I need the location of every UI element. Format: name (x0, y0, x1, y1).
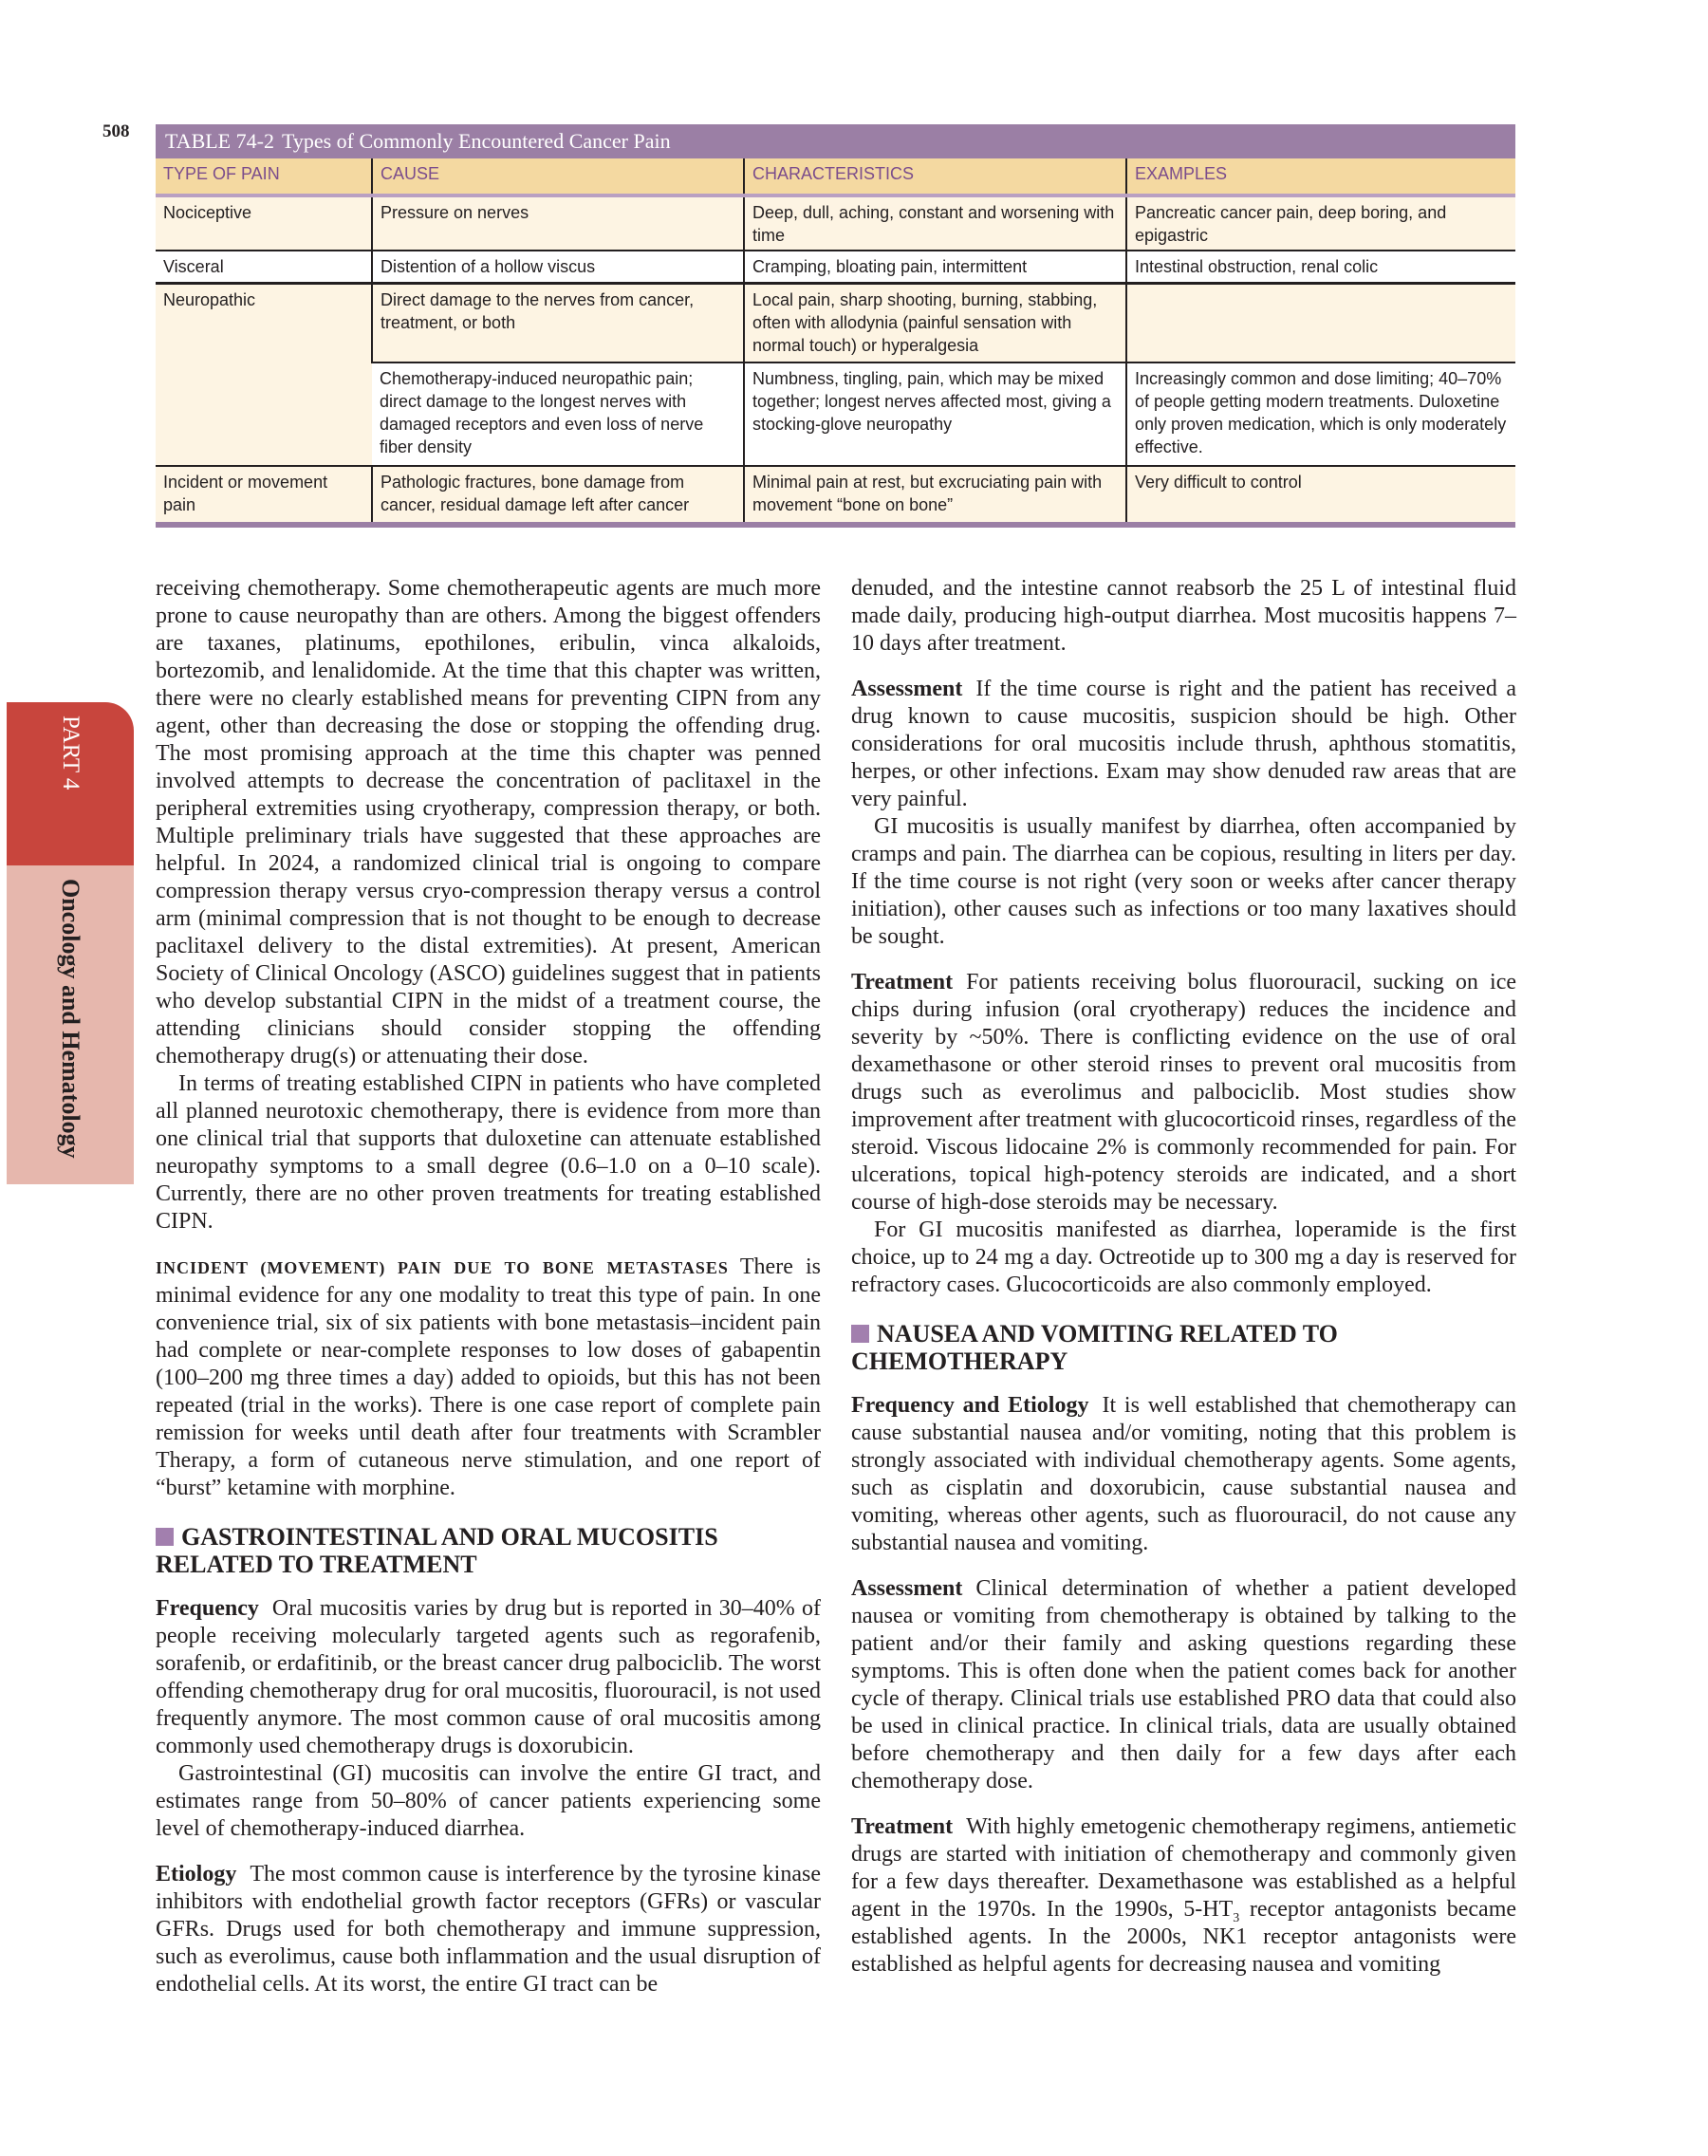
heading-text: NAUSEA AND VOMITING RELATED TO CHEMOTHERAPY (851, 1320, 1338, 1375)
heading-square-icon (156, 1528, 174, 1546)
part-label: PART 4 (58, 716, 84, 790)
paragraph-text: Clinical determination of whether a patient developed nausea or vomiting from chemotherapy is obtained by talking to the patient and/or their family and asking questions regarding these symptoms. This is often done when the patient comes back for another cycle of therapy. Clinical trials use established PRO data that could also be used in clinical practice. In clinical trials, data are usually obtained before chemotherapy and then daily for a few days after each chemotherapy dose. (851, 1576, 1516, 1794)
page-number: 508 (102, 121, 130, 141)
table-row (156, 251, 1515, 283)
cell-characteristics: Local pain, sharp shooting, burning, stabbing, often with allodynia (painful sensation with normal touch) or hyperalgesia (744, 283, 1126, 362)
cell-type: Incident or movement pain (156, 466, 372, 522)
paragraph: For GI mucositis manifested as diarrhea, loperamide is the first choice, up to 24 mg a day. Octreotide up to 300 mg a day is reserved for refractory cases. Glucocorticoids are also commonly employed. (851, 1217, 1516, 1297)
run-in-heading: Frequency and Etiology (851, 1393, 1089, 1418)
paragraph (851, 969, 1516, 1217)
run-in-heading: Treatment (851, 970, 954, 994)
paragraph-text: It is well established that chemotherapy can cause substantial nausea and/or vomiting, noting that this problem is strongly associated with individual chemotherapy agents. Some agents, such as cisplatin and doxorubicin, cause substantial nausea and vomiting, whereas other agents, such as fluorouracil, do not cause any substantial nausea and vomiting. (851, 1393, 1516, 1555)
run-in-heading: Assessment (851, 677, 963, 701)
paragraph-text: Oral mucositis varies by drug but is reported in 30–40% of people receiving molecularly targeted agents such as regorafenib, sorafenib, or erdafitinib, or the breast cancer drug palbociclib. The worst offending chemotherapy drug for oral mucositis, fluorouracil, is not used frequently anymore. The most common cause of oral mucositis among commonly used chemotherapy drugs is doxorubicin. (156, 1596, 821, 1758)
paragraph-text: There is minimal evidence for any one modality to treat this type of pain. In one convenience trial, six of six patients with bone metastasis–incident pain had complete or near-complete responses to low doses of gabapentin (100–200 mg three times a day) added to opioids, but this has not been repeated (trial in the works). There is one case report of complete pain remission for weeks until death after four treatments with Scrambler Therapy, a form of cutaneous nerve stimulation, and one report of “burst” ketamine with morphine. (156, 1255, 821, 1500)
paragraph-text: With highly emetogenic chemotherapy regimens, antiemetic drugs are started with initiation of chemotherapy and commonly given for a few days thereafter. Dexamethasone was established as a helpful agent in the 1970s. In the 1990s, 5-HT (851, 1814, 1516, 1922)
column-header: EXAMPLES (1126, 158, 1515, 195)
cell-cause: Distention of a hollow viscus (372, 251, 744, 283)
table-row (156, 195, 1515, 251)
cell-examples: Very difficult to control (1126, 466, 1515, 522)
paragraph: In terms of treating established CIPN in patients who have completed all planned neurotoxic chemotherapy, there is evidence from more than one clinical trial that supports that duloxetine can attenuate established neuropathy symptoms to a small degree (0.6–1.0 on a 0–10 scale). Currently, there are no other proven treatments for treating established CIPN. (156, 1071, 821, 1234)
heading-text: GASTROINTESTINAL AND ORAL MUCOSITIS RELATED TO TREATMENT (156, 1523, 718, 1578)
cell-cause: Pressure on nerves (372, 195, 744, 251)
run-in-heading: Etiology (156, 1862, 237, 1886)
cell-characteristics: Minimal pain at rest, but excruciating pain with movement “bone on bone” (744, 466, 1126, 522)
paragraph (851, 676, 1516, 813)
cell-characteristics: Numbness, tingling, pain, which may be mixed together; longest nerves affected most, giving a stocking-glove neuropathy (744, 362, 1126, 466)
paragraph-text: The most common cause is interference by the tyrosine kinase inhibitors with endothelial growth factor receptors (GFRs) or vascular GFRs. Drugs used for both chemotherapy and immune suppression, such as everolimus, cause both inflammation and the usual disruption of endothelial cells. At its worst, the entire GI tract can be (156, 1862, 821, 1997)
right-column (851, 575, 1516, 1979)
cancer-pain-table (156, 124, 1515, 528)
subscript: 3 (1233, 1910, 1240, 1925)
part-side-tab (7, 702, 134, 1184)
cell-examples: Pancreatic cancer pain, deep boring, and epigastric (1126, 195, 1515, 251)
paragraph (851, 1575, 1516, 1795)
paragraph: GI mucositis is usually manifest by diarrhea, often accompanied by cramps and pain. The diarrhea can be copious, resulting in liters per day. If the time course is not right (very soon or weeks after cancer therapy initiation), other causes such as infections or too many laxatives should be sought. (851, 814, 1516, 949)
cell-characteristics: Deep, dull, aching, constant and worsening with time (744, 195, 1126, 251)
run-in-heading: Treatment (851, 1814, 954, 1839)
table-row (156, 466, 1515, 522)
paragraph (156, 1254, 821, 1502)
cell-cause: Direct damage to the nerves from cancer, treatment, or both (372, 283, 744, 362)
table-title: Types of Commonly Encountered Cancer Pain (281, 129, 671, 153)
paragraph (851, 1392, 1516, 1557)
paragraph: receiving chemotherapy. Some chemotherapeutic agents are much more prone to cause neuropathy than are others. Among the biggest offenders are taxanes, platinums, epothilones, eribulin, vinca alkaloids, bortezomib, and lenalidomide. At the time that this chapter was written, there were no clearly established means for preventing CIPN from any agent, other than decreasing the dose or stopping the offending drug. The most promising approach at the time this chapter was penned involved attempts to decrease the concentration of paclitaxel in the peripheral extremities using cryotherapy, compression therapy, or both. Multiple preliminary trials have suggested that these approaches are helpful. In 2024, a randomized clinical trial is ongoing to compare compression therapy versus cryo-compression therapy versus a control arm (minimal compression that is not thought to be enough to decrease paclitaxel delivery to the distal extremities). At present, American Society of Clinical Oncology (ASCO) guidelines suggest that in patients who develop substantial CIPN in the midst of a treatment course, the attending clinicians should consider stopping the offending chemotherapy drug(s) or attenuating their dose. (156, 576, 821, 1069)
paragraph-text: For patients receiving bolus fluorouracil, sucking on ice chips during infusion (oral cryotherapy) reduces the incidence and severity by ~50%. There is conflicting evidence on the use of oral dexamethasone or other steroid rinses to prevent oral mucositis from drugs such as everolimus and palbociclib. Most studies show improvement after treatment with glucocorticoid rinses, regardless of the steroid. Viscous lidocaine 2% is commonly recommended for pain. For ulcerations, topical high-potency steroids are indicated, and a short course of high-dose steroids may be necessary. (851, 970, 1516, 1215)
cell-cause: Pathologic fractures, bone damage from cancer, residual damage left after cancer (372, 466, 744, 522)
cell-cause: Chemotherapy-induced neuropathic pain; direct damage to the longest nerves with damaged receptors and even loss of nerve fiber density (372, 362, 744, 466)
table-row (156, 283, 1515, 362)
paragraph (156, 1861, 821, 1998)
run-in-heading: Frequency (156, 1596, 259, 1621)
column-header: CAUSE (372, 158, 744, 195)
column-header: CHARACTERISTICS (744, 158, 1126, 195)
cell-examples: Intestinal obstruction, renal colic (1126, 251, 1515, 283)
section-heading (851, 1320, 1516, 1375)
cell-type: Neuropathic (156, 283, 372, 466)
run-in-heading: Assessment (851, 1576, 963, 1601)
run-in-heading: INCIDENT (MOVEMENT) PAIN DUE TO BONE METASTASES (156, 1258, 729, 1277)
paragraph-text: If the time course is right and the patient has received a drug known to cause mucositis, suspicion should be high. Other considerations for oral mucositis include thrush, aphthous stomatitis, herpes, or other infections. Exam may show denuded raw areas that are very painful. (851, 677, 1516, 811)
paragraph-text: receptor antagonists became established agents. In the 2000s, NK1 receptor antagonists were established as helpful agents for decreasing nausea and vomiting (851, 1897, 1517, 1977)
column-header: TYPE OF PAIN (156, 158, 372, 195)
cell-type: Nociceptive (156, 195, 372, 251)
heading-square-icon (851, 1325, 869, 1343)
part-label-block (7, 702, 134, 865)
paragraph: Gastrointestinal (GI) mucositis can involve the entire GI tract, and estimates range from 50–80% of cancer patients experiencing some level of chemotherapy-induced diarrhea. (156, 1761, 821, 1841)
cell-examples: Increasingly common and dose limiting; 40–70% of people getting modern treatments. Duloxetine only proven medication, which is only moderately effective. (1126, 362, 1515, 466)
table-label: TABLE 74-2 (165, 129, 274, 153)
paragraph: denuded, and the intestine cannot reabsorb the 25 L of intestinal fluid made daily, producing high-output diarrhea. Most mucositis happens 7–10 days after treatment. (851, 576, 1516, 656)
left-column (156, 575, 821, 1998)
table-header-row (156, 158, 1515, 195)
paragraph (156, 1595, 821, 1760)
section-label: Oncology and Hematology (57, 879, 84, 1159)
cell-type: Visceral (156, 251, 372, 283)
table-title-bar (156, 124, 1515, 158)
section-label-block (7, 865, 134, 1184)
paragraph (851, 1813, 1516, 1979)
cell-characteristics: Cramping, bloating pain, intermittent (744, 251, 1126, 283)
section-heading (156, 1523, 821, 1578)
table-bottom-rule (156, 522, 1515, 528)
cell-examples (1126, 283, 1515, 362)
